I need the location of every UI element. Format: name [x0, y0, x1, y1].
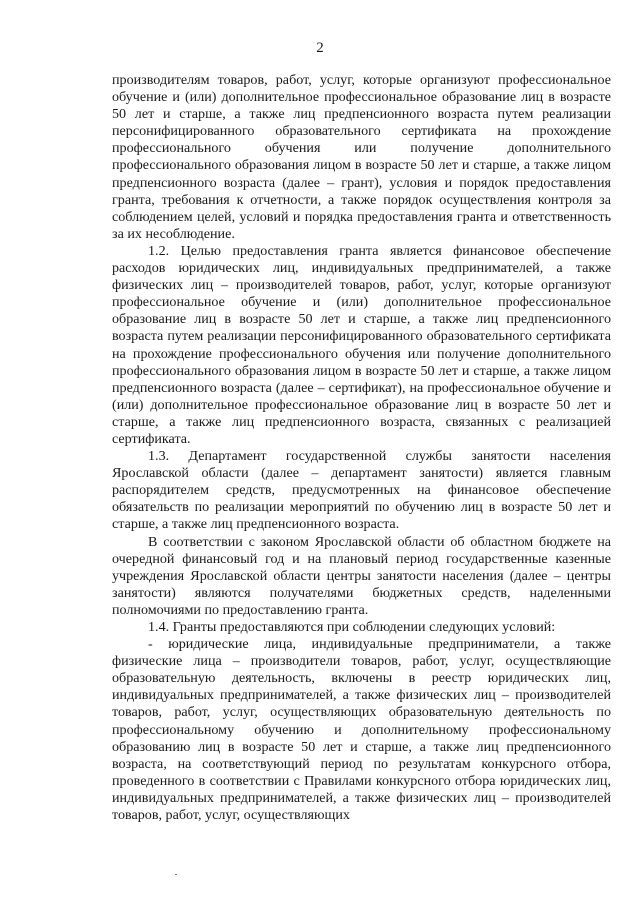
document-body [112, 72, 611, 824]
paragraph-1-2: 1.2. Целью предоставления гранта является финансовое обеспечение расходов юридических лиц, индивидуальных предпринимателей, а также физических лиц – производителей товаров, работ, услуг, которые организуют профессиональное обучение и (или) дополнительное профессиональное образование лиц в возрасте 50 лет и старше, а также лиц предпенсионного возраста путем реализации персонифицированного образовательного сертификата на прохождение профессионального обучения или получение дополнительного профессионального образования лицом в возрасте 50 лет и старше, а также лицом предпенсионного возраста (далее – сертификат), на профессиональное обучение и (или) дополнительное профессиональное образование лиц в возрасте 50 лет и старше, а также лиц предпенсионного возраста, связанных с реализацией сертификата. [112, 242, 611, 447]
paragraph-grant-definition: производителям товаров, работ, услуг, которые организуют профессиональное обучение и (или) дополнительное профессиональное образование лиц в возрасте 50 лет и старше, а также лиц предпенсионного возраста путем реализации персонифицированного образовательного сертификата на прохождение профессионального обучения или получение дополнительного профессионального образования лицом в возрасте 50 лет и старше, а также лицом предпенсионного возраста (далее – грант), условия и порядок предоставления гранта, требования к отчетности, а также порядок осуществления контроля за соблюдением целей, условий и порядка предоставления гранта и ответственность за их несоблюдение. [112, 72, 611, 242]
page-number: 2 [316, 40, 324, 56]
paragraph-condition-item: - юридические лица, индивидуальные предприниматели, а также физические лица – производители товаров, работ, услуг, осуществляющие образовательную деятельность, включены в реестр юридических лиц, индивидуальных предпринимателей, а также физических лиц – производителей товаров, работ, услуг, осуществляющих образовательную деятельность по профессиональному обучению и дополнительному профессиональному образованию лиц в возрасте 50 лет и старше, а также лиц предпенсионного возраста, на соответствующий период по результатам конкурсного отбора, проведенного в соответствии с Правилами конкурсного отбора юридических лиц, индивидуальных предпринимателей, а также физических лиц – производителей товаров, работ, услуг, осуществляющих [112, 636, 611, 824]
paragraph-1-3: 1.3. Департамент государственной службы занятости населения Ярославской области (далее – департамент занятости) является главным распорядителем средств, предусмотренных на финансовое обеспечение обязательств по реализации мероприятий по обучению лиц в возрасте 50 лет и старше, а также лиц предпенсионного возраста. [112, 448, 611, 533]
scan-speck [175, 874, 177, 875]
paragraph-1-4: 1.4. Гранты предоставляются при соблюдении следующих условий: [148, 619, 556, 635]
paragraph-budget-law: В соответствии с законом Ярославской области об областном бюджете на очередной финансовый год и на плановый период государственные казенные учреждения Ярославской области центры занятости населения (далее – центры занятости) являются получателями бюджетных средств, наделенными полномочиями по предоставлению гранта. [112, 533, 611, 618]
